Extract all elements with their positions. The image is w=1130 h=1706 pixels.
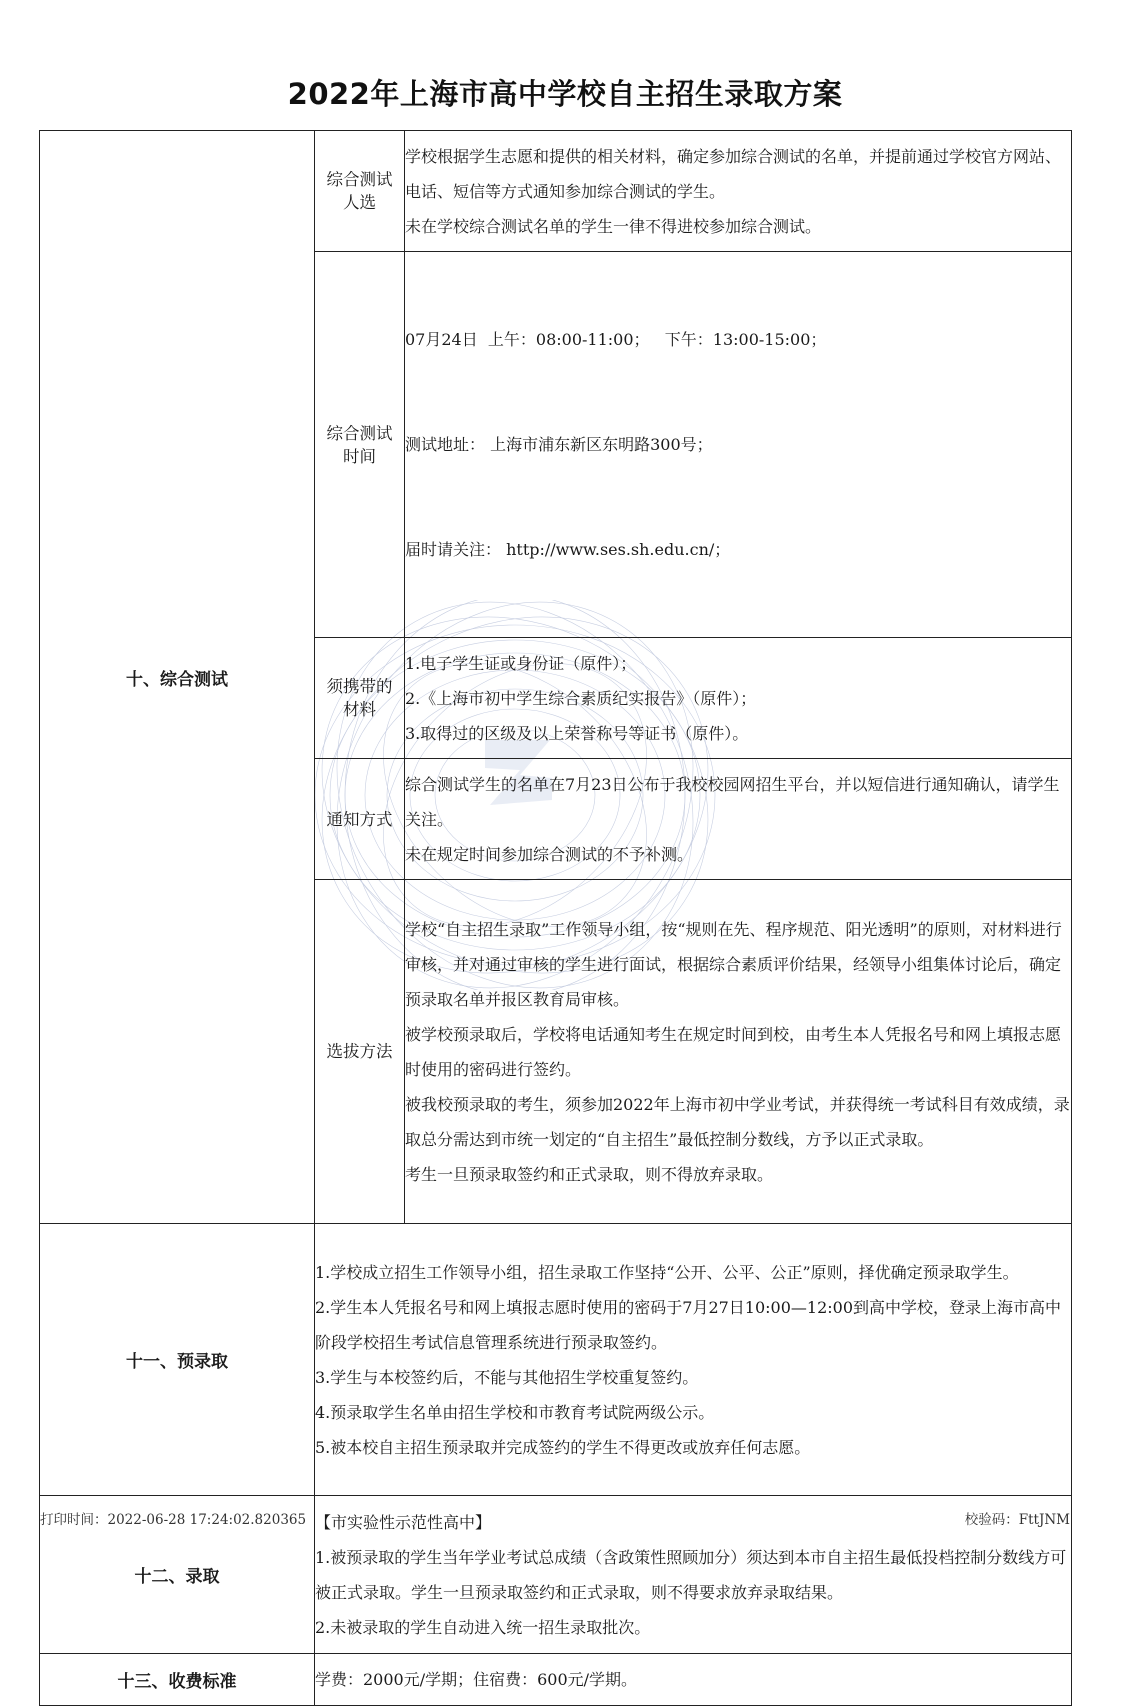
row-content: 学校根据学生志愿和提供的相关材料，确定参加综合测试的名单，并提前通过学校官方网站、电话、短信等方式通知参加综合测试的学生。 未在学校综合测试名单的学生一律不得进校参加综合测试。 [405,131,1072,252]
admission-plan-table [39,130,1072,1706]
table-row [40,1224,1072,1496]
row-content: 学校“自主招生录取”工作领导小组，按“规则在先、程序规范、阳光透明”的原则，对材料进行审核，并对通过审核的学生进行面试，根据综合素质评价结果，经领导小组集体讨论后，确定预录取名单并报区教育局审核。 被学校预录取后，学校将电话通知考生在规定时间到校，由考生本人凭报名号和网上填报志愿时使用的密码进行签约。 被我校预录取的考生，须参加2022年上海市初中学业考试，并获得统一考试科目有效成绩，录取总分需达到市统一划定的“自主招生”最低控制分数线，方予以正式录取。 考生一旦预录取签约和正式录取，则不得放弃录取。 [405,880,1072,1224]
row-label: 须携带的 材料 [315,638,405,759]
section-label: 十、综合测试 [40,131,315,1224]
verify-code: 校验码：FttJNM [964,1512,1070,1528]
section-label: 十二、录取 [40,1496,315,1654]
row-content: 综合测试学生的名单在7月23日公布于我校校园网招生平台，并以短信进行通知确认，请学生关注。 未在规定时间参加综合测试的不予补测。 [405,759,1072,880]
row-content: 07月24日 上午：08:00-11:00； 下午：13:00-15:00； 测试地址： 上海市浦东新区东明路300号； 届时请关注： http://www.ses.sh.edu.cn/； [405,252,1072,638]
section-label: 十一、预录取 [40,1224,315,1496]
row-content: 1.电子学生证或身份证（原件）； 2.《上海市初中学生综合素质纪实报告》（原件）； 3.取得过的区级及以上荣誉称号等证书（原件）。 [405,638,1072,759]
table-row [40,131,1072,252]
print-time: 打印时间：2022-06-28 17:24:02.820365 [40,1512,307,1528]
row-label: 综合测试 人选 [315,131,405,252]
document-title: 2022年上海市高中学校自主招生录取方案 [287,77,843,111]
row-content: 学费：2000元/学期；住宿费：600元/学期。 [315,1654,1072,1706]
row-content: 【市实验性示范性高中】 1.被预录取的学生当年学业考试总成绩（含政策性照顾加分）须达到本市自主招生最低投档控制分数线方可被正式录取。学生一旦预录取签约和正式录取，则不得要求放弃录取结果。 2.未被录取的学生自动进入统一招生录取批次。 [315,1496,1072,1654]
table-row [40,1654,1072,1706]
row-label: 综合测试 时间 [315,252,405,638]
row-label: 通知方式 [315,759,405,880]
section-label: 十三、收费标准 [40,1654,315,1706]
row-label: 选拔方法 [315,880,405,1224]
row-content: 1.学校成立招生工作领导小组，招生录取工作坚持“公开、公平、公正”原则，择优确定预录取学生。 2.学生本人凭报名号和网上填报志愿时使用的密码于7月27日10:00—12:00到高中学校，登录上海市高中阶段学校招生考试信息管理系统进行预录取签约。 3.学生与本校签约后，不能与其他招生学校重复签约。 4.预录取学生名单由招生学校和市教育考试院两级公示。 5.被本校自主招生预录取并完成签约的学生不得更改或放弃任何志愿。 [315,1224,1072,1496]
